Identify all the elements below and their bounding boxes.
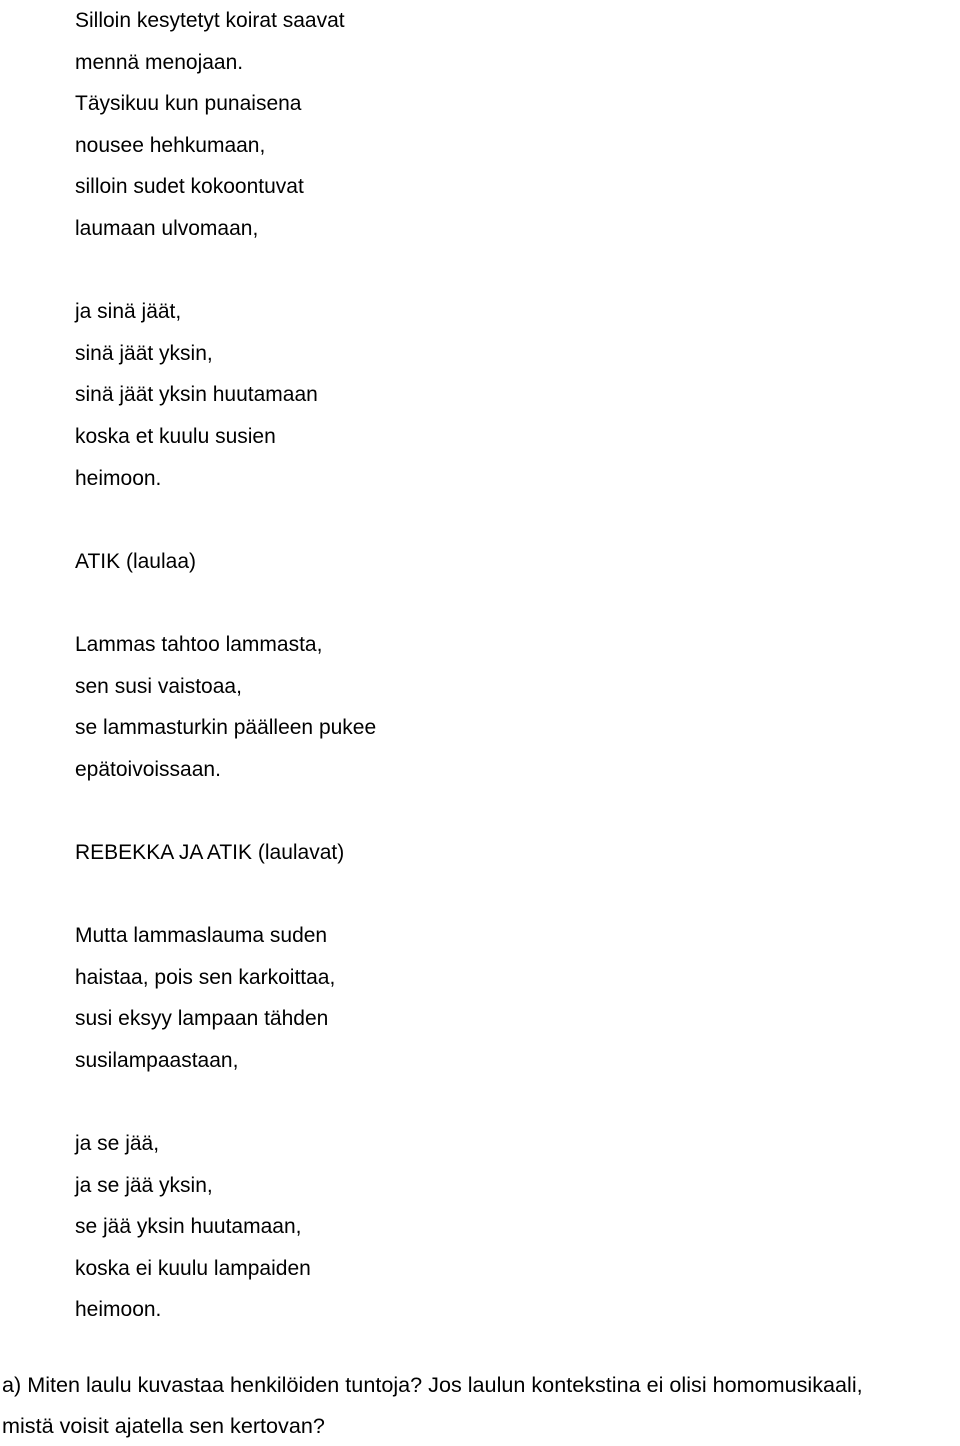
stanza-gap [75, 790, 935, 832]
lyric-line: koska et kuulu susien [75, 424, 276, 448]
lyric-line: se lammasturkin päälleen pukee [75, 716, 377, 740]
lyric-line: sinä jäät yksin huutamaan [75, 383, 318, 407]
stanza-gap [75, 873, 935, 915]
question-a [2, 1364, 958, 1446]
lyric-line: susilampaastaan, [75, 1048, 239, 1072]
speaker-heading-rebekka-atik [75, 832, 935, 874]
speaker-heading: REBEKKA JA ATIK (laulavat) [75, 840, 345, 864]
lyric-line: nousee hehkumaan, [75, 133, 266, 157]
verse-5 [75, 1123, 935, 1331]
stanza-gap [75, 250, 935, 292]
speaker-heading: ATIK (laulaa) [75, 549, 196, 573]
stanza-gap [75, 499, 935, 541]
lyric-line: Silloin kesytetyt koirat saavat [75, 9, 345, 32]
lyric-line: Täysikuu kun punaisena [75, 92, 302, 116]
verse-3 [75, 624, 935, 790]
lyric-line: sen susi vaistoaa, [75, 674, 242, 698]
stanza-gap [75, 1081, 935, 1123]
speaker-heading-atik [75, 541, 935, 583]
question-line: a) Miten laulu kuvastaa henkilöiden tuntoja? Jos laulun kontekstina ei olisi homomusikaali, [2, 1372, 863, 1397]
lyric-line: epätoivoissaan. [75, 757, 221, 781]
lyric-line: haistaa, pois sen karkoittaa, [75, 965, 336, 989]
song-lyrics [75, 0, 935, 1331]
verse-1 [75, 0, 935, 250]
lyric-line: Mutta lammaslauma suden [75, 924, 328, 948]
lyric-line: mennä menojaan. [75, 50, 244, 74]
verse-2 [75, 291, 935, 499]
question-line: mistä voisit ajatella sen kertovan? [2, 1413, 325, 1438]
lyric-line: heimoon. [75, 1298, 162, 1322]
lyric-line: Lammas tahtoo lammasta, [75, 632, 323, 656]
lyric-line: koska ei kuulu lampaiden [75, 1256, 311, 1280]
lyric-line: susi eksyy lampaan tähden [75, 1007, 329, 1031]
verse-4 [75, 915, 935, 1081]
lyric-line: se jää yksin huutamaan, [75, 1215, 302, 1239]
stanza-gap [75, 582, 935, 624]
lyric-line: ja se jää yksin, [75, 1173, 213, 1197]
lyric-line: sinä jäät yksin, [75, 341, 213, 365]
lyric-line: ja sinä jäät, [75, 300, 182, 324]
lyric-line: ja se jää, [75, 1132, 160, 1156]
lyric-line: laumaan ulvomaan, [75, 216, 259, 240]
lyric-line: silloin sudet kokoontuvat [75, 175, 304, 199]
lyric-line: heimoon. [75, 466, 162, 490]
